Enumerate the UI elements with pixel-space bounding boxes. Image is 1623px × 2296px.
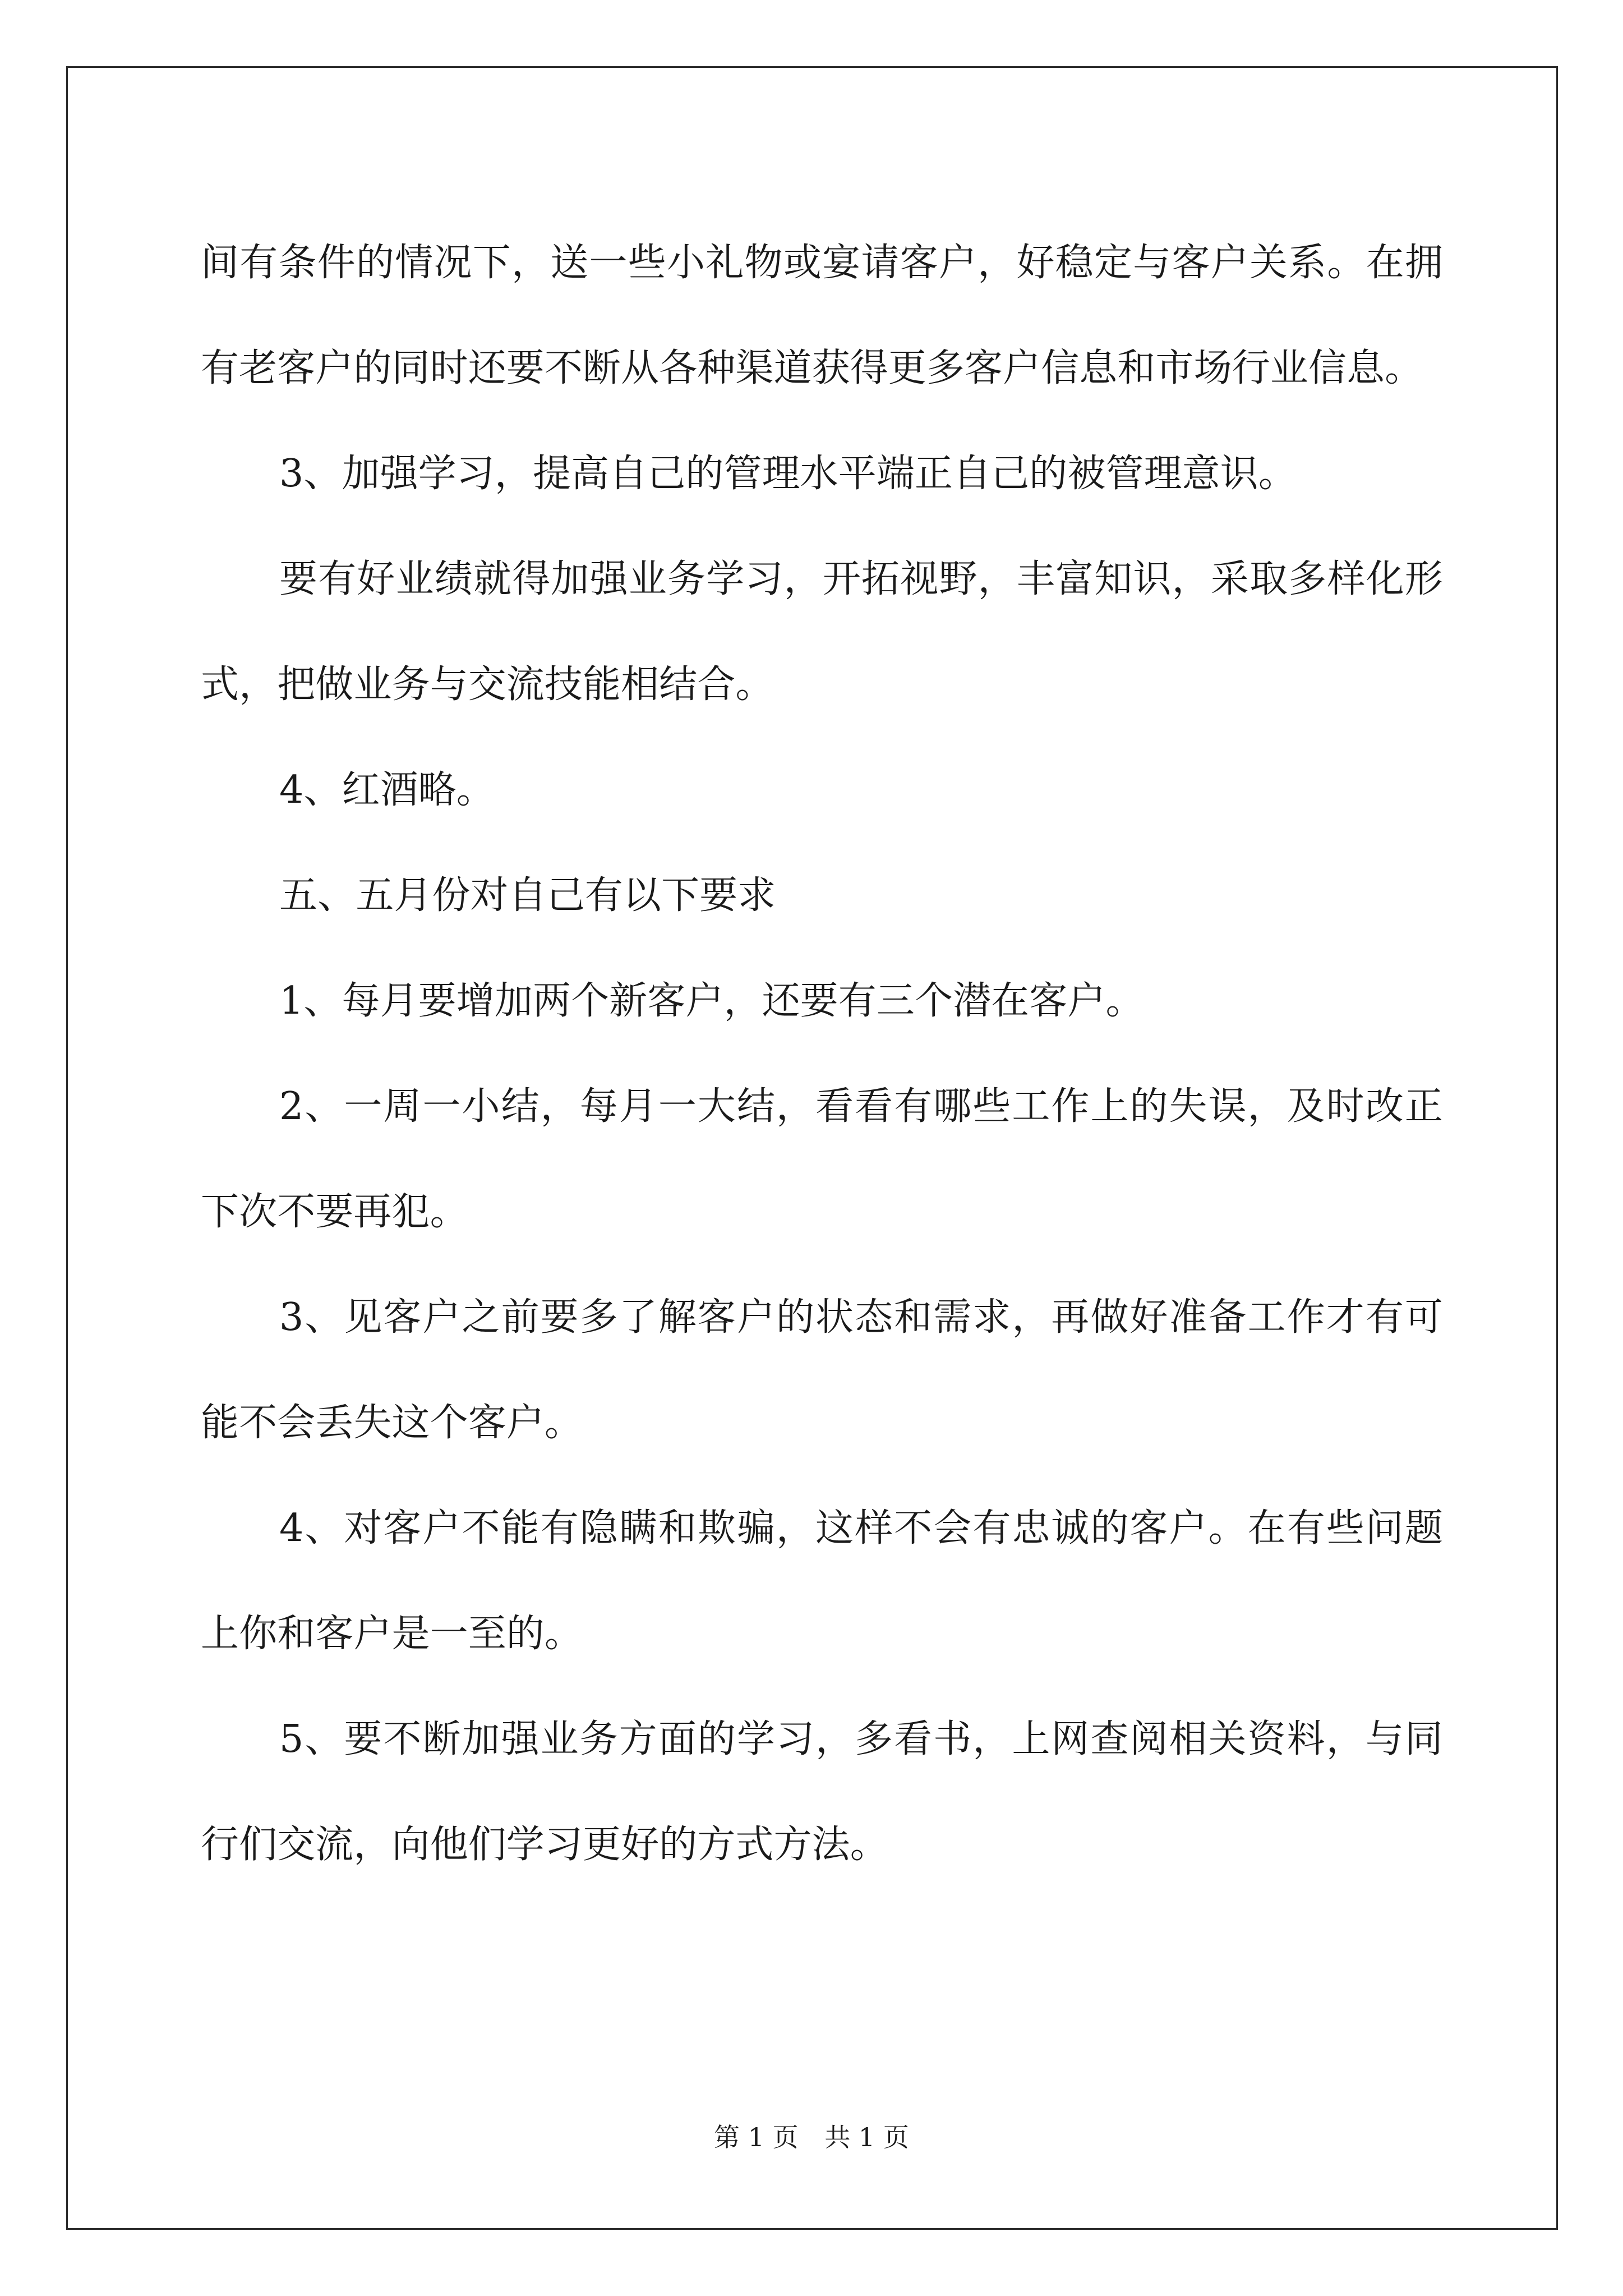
paragraph: 4、红酒略。	[279, 768, 495, 812]
document-body	[201, 210, 1443, 1898]
paragraph: 3、见客户之前要多了解客户的状态和需求，再做好准备工作才有可能不会丢失这个客户。	[201, 1295, 1443, 1445]
page-total: 共 1 页	[824, 2122, 909, 2152]
page-footer	[0, 2120, 1623, 2154]
paragraph: 5、要不断加强业务方面的学习，多看书，上网查阅相关资料，与同行们交流，向他们学习更好的方式方法。	[201, 1717, 1443, 1867]
paragraph: 间有条件的情况下，送一些小礼物或宴请客户，好稳定与客户关系。在拥有老客户的同时还要不断从各种渠道获得更多客户信息和市场行业信息。	[201, 241, 1443, 390]
page-number: 第 1 页	[714, 2122, 799, 2152]
paragraph: 1、每月要增加两个新客户，还要有三个潜在客户。	[279, 979, 1144, 1023]
paragraph: 要有好业绩就得加强业务学习，开拓视野，丰富知识，采取多样化形式，把做业务与交流技能相结合。	[201, 557, 1443, 707]
paragraph: 4、对客户不能有隐瞒和欺骗，这样不会有忠诚的客户。在有些问题上你和客户是一至的。	[201, 1506, 1443, 1656]
paragraph: 3、加强学习，提高自己的管理水平端正自己的被管理意识。	[279, 452, 1297, 496]
paragraph: 2、一周一小结，每月一大结，看看有哪些工作上的失误，及时改正下次不要再犯。	[201, 1084, 1443, 1234]
section-heading: 五、五月份对自己有以下要求	[279, 873, 776, 918]
